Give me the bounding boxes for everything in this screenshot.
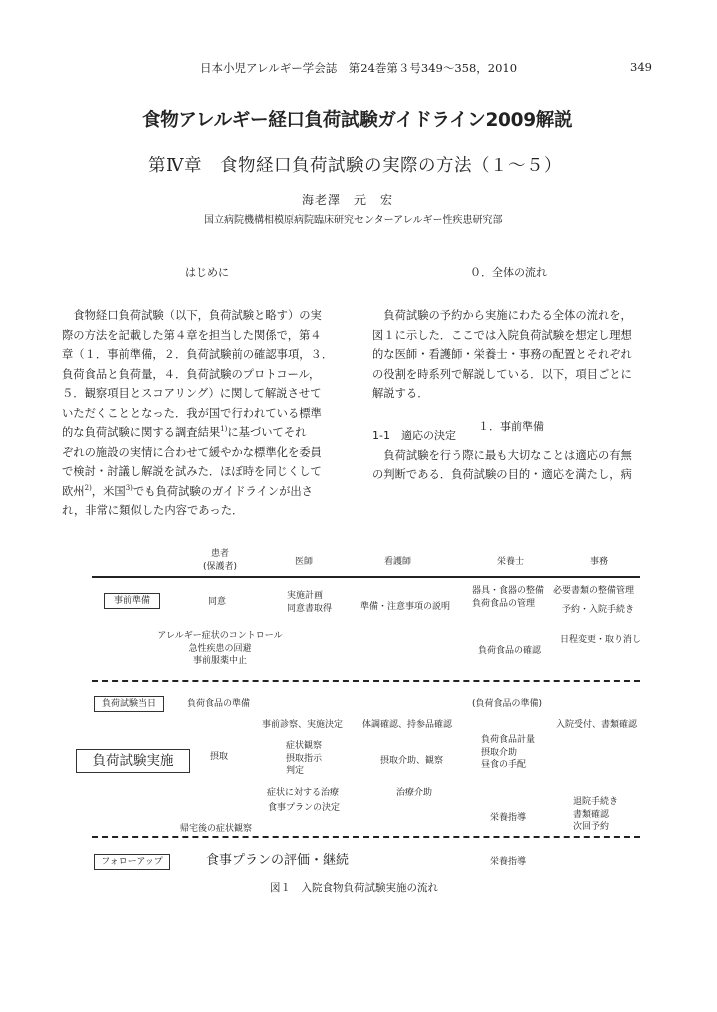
column-header-patient-line2: (保護者) bbox=[202, 561, 238, 572]
cell-day-prep: 負荷食品の準備 bbox=[187, 699, 251, 709]
stage-divider bbox=[92, 680, 640, 682]
text-span: ，米国 bbox=[91, 484, 126, 498]
right-column-text bbox=[372, 306, 662, 404]
stage-label-follow: フォローアップ bbox=[94, 854, 170, 870]
cell-treatment: 症状に対する治療 bbox=[267, 788, 340, 798]
cell-office-admit: 入院受付、書類確認 bbox=[556, 720, 638, 730]
cell-discharge-line3: 次回予約 bbox=[573, 822, 610, 832]
cell-discharge-line1: 退院手続き bbox=[573, 797, 619, 807]
article-title: 食物アレルギー経口負荷試験ガイドライン2009解説 bbox=[142, 110, 573, 131]
cell-diet-exec-line3: 昼食の手配 bbox=[481, 760, 527, 770]
cell-diet-prep-line2: 負荷食品の管理 bbox=[472, 598, 536, 609]
cell-plan bbox=[287, 590, 332, 615]
reference-marker: 3) bbox=[125, 483, 133, 492]
text-line: の判断である．負荷試験の目的・適応を満たし，病 bbox=[372, 468, 632, 481]
cell-nurse-observation: 摂取介助、観察 bbox=[380, 756, 444, 766]
header-rule bbox=[92, 576, 640, 578]
cell-nurse-prep: 準備・注意事項の説明 bbox=[360, 602, 451, 612]
stage-divider bbox=[92, 836, 640, 838]
text-line: 負荷試験の予約から実施にわたる全体の流れを， bbox=[372, 309, 632, 322]
journal-header: 日本小児アレルギー学会誌 第24巻第３号349～358，2010 bbox=[200, 61, 518, 75]
text-line: 図１に示した．ここでは入院負荷試験を想定し理想 bbox=[372, 328, 632, 342]
cell-diet-confirm: 負荷食品の確認 bbox=[478, 646, 542, 656]
cell-discharge-line2: 書類確認 bbox=[573, 809, 610, 820]
stage-label-day: 負荷試験当日 bbox=[94, 696, 164, 712]
cell-day-diet: (負荷食品の準備) bbox=[472, 699, 543, 709]
column-header-doctor: 医師 bbox=[295, 557, 314, 567]
page-number: 349 bbox=[630, 60, 652, 74]
cell-plan-line2: 同意書取得 bbox=[287, 603, 333, 614]
cell-office-change: 日程変更・取り消し bbox=[560, 635, 642, 645]
text-line: の役割を時系列で解説している．以下，項目ごとに bbox=[372, 367, 632, 381]
text-span: 的な負荷試験に関する調査結果 bbox=[62, 426, 221, 439]
column-header-dietitian: 栄養士 bbox=[497, 557, 525, 567]
cell-allergy-line3: 事前服薬中止 bbox=[192, 656, 247, 666]
text-line: ５．観察項目とスコアリング）に関して解説させて bbox=[62, 387, 322, 400]
text-line: ぞれの施設の実情に合わせて緩やかな標準化を委員 bbox=[62, 445, 322, 459]
text-span: でも負荷試験のガイドラインが出さ bbox=[132, 484, 313, 498]
text-line: 章（１．事前準備，２．負荷試験前の確認事項，３． bbox=[62, 348, 334, 361]
cell-doctor-obs-line2: 摂取指示 bbox=[286, 753, 323, 764]
chapter-title: 第Ⅳ章 食物経口負荷試験の実際の方法（１～５） bbox=[148, 156, 562, 176]
cell-diet-exec bbox=[481, 734, 535, 772]
cell-home-observation: 帰宅後の症状観察 bbox=[180, 824, 253, 834]
stage-label-exec: 負荷試験実施 bbox=[76, 749, 190, 773]
column-header-nurse: 看護師 bbox=[384, 557, 412, 567]
cell-allergy-control bbox=[150, 630, 290, 668]
text-span: 欧州 bbox=[62, 484, 85, 498]
right-column-text-2 bbox=[372, 426, 662, 485]
figure-caption: 図１ 入院食物負荷試験実施の流れ bbox=[270, 882, 438, 894]
text-line: 食物経口負荷試験（以下，負荷試験と略す）の実 bbox=[62, 309, 322, 322]
text-line: 解説する． bbox=[372, 387, 429, 400]
cell-pre-exam: 事前診察、実施決定 bbox=[262, 720, 344, 730]
cell-diet-exec-line1: 負荷食品計量 bbox=[481, 735, 536, 745]
cell-doctor-obs-line1: 症状観察 bbox=[286, 741, 323, 751]
cell-nurse-check: 体調確認、持参品確認 bbox=[362, 720, 453, 730]
text-line: で検討・討議し解説を試みた．ほぼ時を同じくして bbox=[62, 465, 322, 478]
stage-label-prep: 事前準備 bbox=[104, 593, 160, 609]
cell-diet-guidance: 栄養指導 bbox=[490, 813, 527, 823]
cell-followup-main: 食事プランの評価・継続 bbox=[206, 853, 350, 868]
cell-diet-prep-line1: 器具・食器の整備 bbox=[472, 586, 545, 596]
column-header-office: 事務 bbox=[590, 557, 609, 567]
cell-discharge bbox=[573, 796, 618, 834]
author: 海老澤 元 宏 bbox=[302, 193, 394, 207]
reference-marker: 2) bbox=[84, 483, 92, 492]
cell-diet-prep bbox=[472, 585, 544, 610]
cell-treatment-nurse: 治療介助 bbox=[396, 788, 433, 798]
affiliation: 国立病院機構相模原病院臨床研究センターアレルギー性疾患研究部 bbox=[204, 215, 503, 226]
text-line: いただくこととなった．我が国で行われている標準 bbox=[62, 406, 322, 420]
column-header-patient bbox=[190, 548, 250, 573]
cell-intake: 摂取 bbox=[210, 752, 229, 762]
text-line: 的な医師・看護師・栄養士・事務の配置とそれぞれ bbox=[372, 348, 632, 361]
text-line bbox=[62, 423, 352, 443]
cell-allergy-line1: アレルギー症状のコントロール bbox=[157, 631, 283, 641]
text-line: 負荷試験を行う際に最も大切なことは適応の有無 bbox=[372, 448, 632, 462]
cell-allergy-line2: 急性疾患の回避 bbox=[188, 643, 252, 654]
cell-office-prep-2: 予約・入院手続き bbox=[562, 605, 635, 615]
section-heading-overview: ０．全体の流れ bbox=[470, 266, 547, 279]
reference-marker: 1) bbox=[220, 425, 228, 433]
section-heading-preparation: １．事前準備 bbox=[478, 420, 544, 433]
subsection-heading: 1-1 適応の決定 bbox=[372, 429, 456, 442]
text-line: 際の方法を記載した第４章を担当した関係で，第４ bbox=[62, 328, 322, 342]
text-span: に基づいてそれ bbox=[227, 426, 307, 439]
cell-doctor-obs-line3: 判定 bbox=[286, 766, 305, 776]
cell-doctor-observation bbox=[286, 740, 322, 778]
cell-followup-diet: 栄養指導 bbox=[490, 857, 527, 867]
left-column-text bbox=[62, 306, 352, 521]
cell-diet-exec-line2: 摂取介助 bbox=[481, 747, 518, 758]
cell-meal-plan: 食事プランの決定 bbox=[268, 803, 341, 813]
section-heading-intro: はじめに bbox=[185, 266, 229, 279]
column-header-patient-line1: 患者 bbox=[210, 549, 229, 559]
text-line bbox=[62, 482, 352, 502]
text-line: れ，非常に類似した内容であった． bbox=[62, 504, 244, 517]
cell-office-prep-1: 必要書類の整備管理 bbox=[553, 586, 635, 596]
cell-consent: 同意 bbox=[208, 597, 227, 607]
text-line: 負荷食品と負荷量，４．負荷試験のプロトコール， bbox=[62, 367, 321, 381]
cell-plan-line1: 実施計画 bbox=[287, 591, 324, 601]
